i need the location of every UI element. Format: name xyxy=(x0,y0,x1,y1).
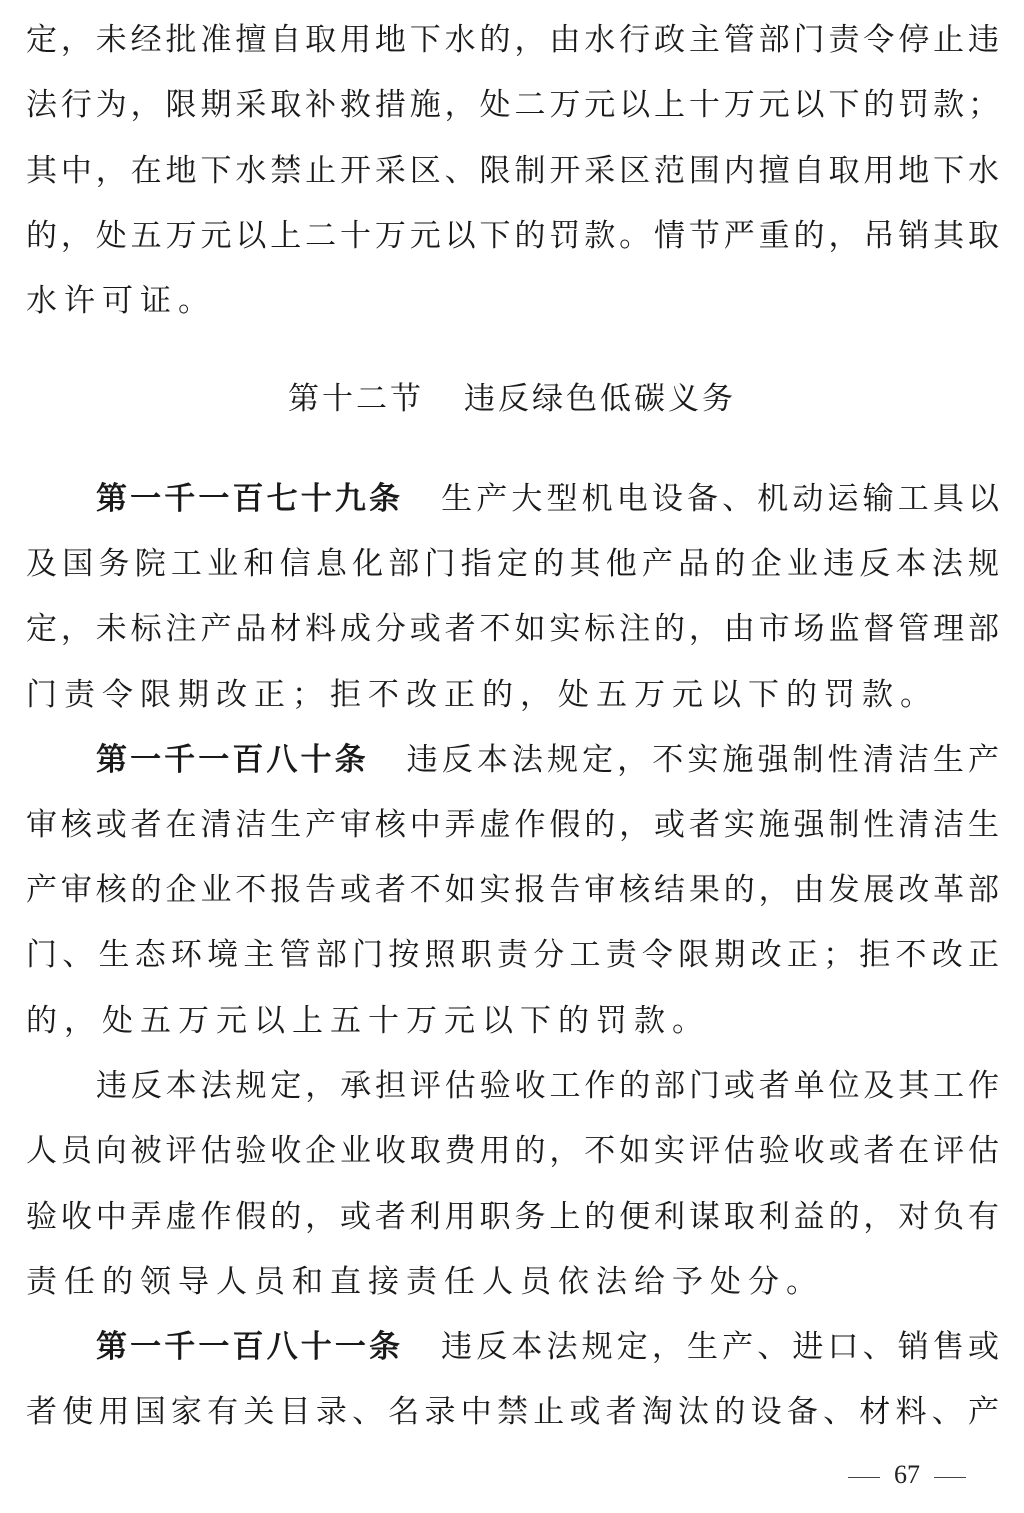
article-heading: 第一千一百八十条 xyxy=(96,742,369,778)
article-heading: 第一千一百八十一条 xyxy=(96,1329,404,1365)
section-heading xyxy=(0,375,1024,423)
article-text: 违反本法规定，生产、进口、销售或 xyxy=(441,1329,1000,1365)
page-number: 67 xyxy=(894,1460,920,1489)
footer-dash-right xyxy=(934,1477,966,1478)
text-line: 违反本法规定，承担评估验收工作的部门或者单位及其工作 xyxy=(96,1068,1000,1104)
article-first-line xyxy=(96,1324,1000,1370)
section-title: 违反绿色低碳义务 xyxy=(464,381,736,417)
text-line: 定，未标注产品材料成分或者不如实标注的，由市场监督管理部 xyxy=(26,611,1000,647)
text-line: 及国务院工业和信息化部门指定的其他产品的企业违反本法规 xyxy=(26,546,1000,582)
text-line: 门责令限期改正；拒不改正的，处五万元以下的罚款。 xyxy=(26,677,938,713)
text-line: 者使用国家有关目录、名录中禁止或者淘汰的设备、材料、产 xyxy=(26,1394,1000,1430)
text-line: 验收中弄虚作假的，或者利用职务上的便利谋取利益的，对负有 xyxy=(26,1199,1000,1235)
text-line: 法行为，限期采取补救措施，处二万元以上十万元以下的罚款； xyxy=(26,87,1000,123)
footer-dash-left xyxy=(848,1477,880,1478)
text-line: 的，处五万元以上五十万元以下的罚款。 xyxy=(26,1003,710,1039)
article-first-line xyxy=(96,476,1000,522)
article-text: 生产大型机电设备、机动运输工具以 xyxy=(441,481,1000,517)
text-line: 水许可证。 xyxy=(26,283,216,319)
article-text: 违反本法规定，不实施强制性清洁生产 xyxy=(406,742,1000,778)
text-line: 的，处五万元以上二十万元以下的罚款。情节严重的，吊销其取 xyxy=(26,218,1000,254)
text-line: 门、生态环境主管部门按照职责分工责令限期改正；拒不改正 xyxy=(26,937,1000,973)
text-line: 产审核的企业不报告或者不如实报告审核结果的，由发展改革部 xyxy=(26,872,1000,908)
article-first-line xyxy=(96,737,1000,783)
text-line: 审核或者在清洁生产审核中弄虚作假的，或者实施强制性清洁生 xyxy=(26,807,1000,843)
text-line: 定，未经批准擅自取用地下水的，由水行政主管部门责令停止违 xyxy=(26,22,1000,58)
text-line: 责任的领导人员和直接责任人员依法给予处分。 xyxy=(26,1264,824,1300)
text-line: 其中，在地下水禁止开采区、限制开采区范围内擅自取用地下水 xyxy=(26,153,1000,189)
article-heading: 第一千一百七十九条 xyxy=(96,481,404,517)
section-number: 第十二节 xyxy=(288,381,424,417)
page-number-footer xyxy=(848,1455,966,1495)
text-line: 人员向被评估验收企业收取费用的，不如实评估验收或者在评估 xyxy=(26,1133,1000,1169)
